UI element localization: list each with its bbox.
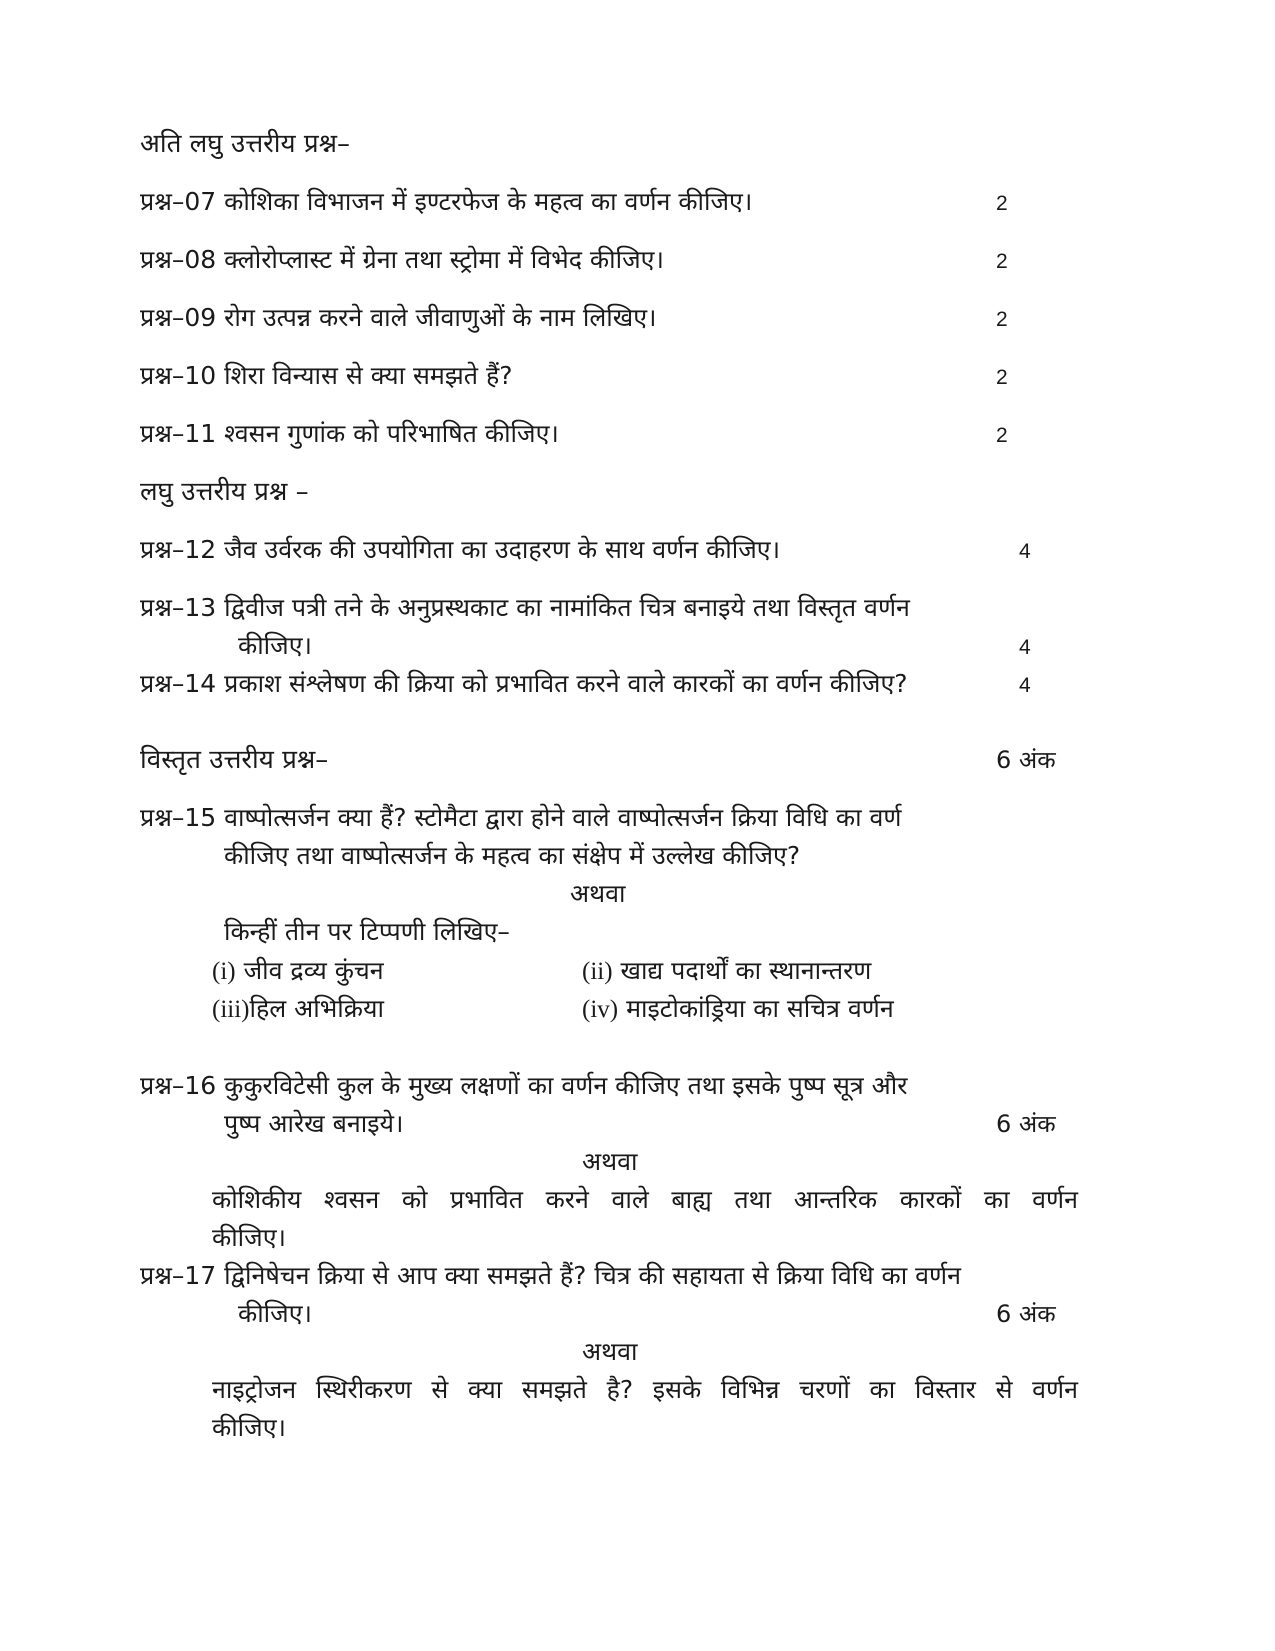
question-09-marks: 2	[996, 308, 1008, 331]
question-16-line2: पुष्प आरेख बनाइये।	[224, 1109, 404, 1138]
list-item-number: (iv)	[582, 996, 619, 1023]
question-16-line1: प्रश्न–16 कुकुरविटेसी कुल के मुख्य लक्षणों का वर्णन कीजिए तथा इसके पुष्प सूत्र और	[140, 1071, 908, 1100]
question-07: प्रश्न–07 कोशिका विभाजन में इण्टरफेज के महत्व का वर्णन कीजिए।	[140, 187, 753, 216]
question-09: प्रश्न–09 रोग उत्पन्न करने वाले जीवाणुओं के नाम लिखिए।	[140, 303, 657, 332]
list-item-text: हिल अभिक्रिया	[249, 994, 384, 1023]
question-07-marks: 2	[996, 192, 1008, 215]
question-13-line1: प्रश्न–13 द्विवीज पत्री तने के अनुप्रस्थकाट का नामांकित चित्र बनाइये तथा विस्तृत वर्णन	[140, 593, 910, 622]
section-heading-long: विस्तृत उत्तरीय प्रश्न–	[140, 745, 329, 775]
list-item-number: (ii)	[582, 958, 613, 985]
question-08-marks: 2	[996, 250, 1008, 273]
question-15-or: अथवा	[570, 879, 626, 908]
question-10: प्रश्न–10 शिरा विन्यास से क्या समझते हैं?	[140, 361, 513, 390]
list-item-number: (i)	[212, 958, 236, 985]
list-item-text: माइटोकांड्रिया का सचित्र वर्णन	[626, 994, 894, 1023]
question-17-alt-line2: कीजिए।	[212, 1413, 287, 1442]
list-item-text: जीव द्रव्य कुंचन	[243, 956, 384, 985]
question-16-alt-line2: कीजिए।	[212, 1223, 287, 1252]
question-17-line2: कीजिए।	[238, 1299, 313, 1328]
question-16-or: अथवा	[582, 1147, 638, 1176]
section-long-marks: 6 अंक	[996, 746, 1056, 774]
question-11: प्रश्न–11 श्वसन गुणांक को परिभाषित कीजिए।	[140, 419, 559, 448]
section-heading-short: लघु उत्तरीय प्रश्न –	[140, 477, 309, 507]
section-heading-very-short: अति लघु उत्तरीय प्रश्न–	[140, 129, 351, 159]
question-16-marks: 6 अंक	[996, 1110, 1056, 1138]
question-16-alt-line1: कोशिकीय श्वसन को प्रभावित करने वाले बाह्य तथा आन्तरिक कारकों का वर्णन	[212, 1185, 1078, 1214]
question-11-marks: 2	[996, 424, 1008, 447]
question-12-marks: 4	[1019, 540, 1031, 563]
question-12: प्रश्न–12 जैव उर्वरक की उपयोगिता का उदाहरण के साथ वर्णन कीजिए।	[140, 535, 781, 564]
question-14-marks: 4	[1019, 674, 1031, 697]
list-item	[212, 955, 384, 988]
question-17-or: अथवा	[582, 1337, 638, 1366]
question-10-marks: 2	[996, 366, 1008, 389]
question-13-line2: कीजिए।	[238, 631, 313, 660]
question-15-line1: प्रश्न–15 वाष्पोत्सर्जन क्या हैं? स्टोमैटा द्वारा होने वाले वाष्पोत्सर्जन क्रिया विधि का वर्ण	[140, 803, 902, 832]
list-item-number: (iii)	[212, 996, 250, 1023]
question-17-line1: प्रश्न–17 द्विनिषेचन क्रिया से आप क्या समझते हैं? चित्र की सहायता से क्रिया विधि का वर्णन	[140, 1261, 962, 1290]
list-item	[212, 993, 384, 1026]
question-08: प्रश्न–08 क्लोरोप्लास्ट में ग्रेना तथा स्ट्रोमा में विभेद कीजिए।	[140, 245, 664, 274]
question-17-alt-line1: नाइट्रोजन स्थिरीकरण से क्या समझते है? इसके विभिन्न चरणों का विस्तार से वर्णन	[212, 1375, 1078, 1404]
list-item	[582, 955, 871, 988]
list-item-text: खाद्य पदार्थों का स्थानान्तरण	[620, 956, 872, 985]
question-15-alt-intro: किन्हीं तीन पर टिप्पणी लिखिए–	[224, 917, 510, 946]
question-15-line2: कीजिए तथा वाष्पोत्सर्जन के महत्व का संक्षेप में उल्लेख कीजिए?	[224, 841, 801, 870]
list-item	[582, 993, 894, 1026]
question-13-marks: 4	[1019, 636, 1031, 659]
question-17-marks: 6 अंक	[996, 1300, 1056, 1328]
question-14: प्रश्न–14 प्रकाश संश्लेषण की क्रिया को प्रभावित करने वाले कारकों का वर्णन कीजिए?	[140, 669, 908, 698]
